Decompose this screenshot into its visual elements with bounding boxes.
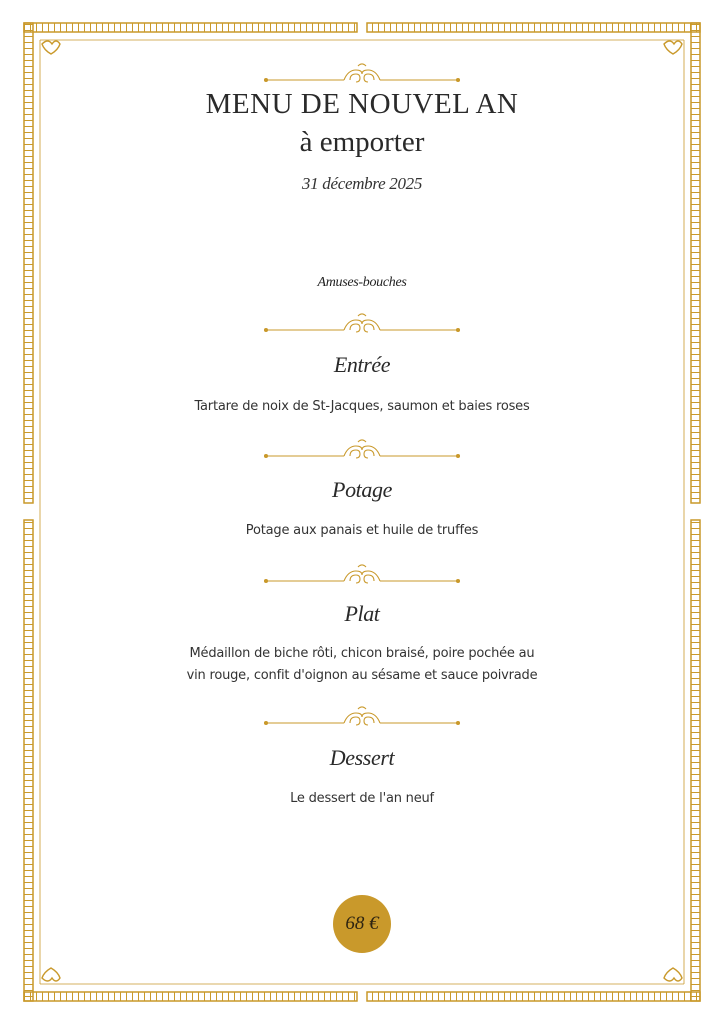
ornamental-flourish-icon xyxy=(262,438,462,464)
ornamental-flourish-icon xyxy=(262,312,462,338)
plat-heading: Plat xyxy=(344,601,380,626)
dessert-description: Le dessert de l'an neuf xyxy=(290,791,434,806)
ornamental-flourish-icon xyxy=(262,563,462,589)
amuse-bouches-label: Amuses-bouches xyxy=(317,275,407,290)
entree-heading: Entrée xyxy=(333,352,391,377)
menu-subtitle: à emporter xyxy=(299,126,425,158)
ornamental-flourish-icon xyxy=(262,705,462,731)
plat-description-line1: Médaillon de biche rôti, chicon braisé, poire pochée au xyxy=(189,646,535,661)
menu-title: MENU DE NOUVEL AN xyxy=(205,88,519,120)
ornamental-flourish-icon xyxy=(262,62,462,88)
potage-description: Potage aux panais et huile de truffes xyxy=(245,523,479,538)
dessert-heading: Dessert xyxy=(329,745,395,770)
price-badge: 68 € xyxy=(333,895,391,953)
menu-date: 31 décembre 2025 xyxy=(301,174,423,193)
potage-heading: Potage xyxy=(332,477,392,502)
entree-description: Tartare de noix de St-Jacques, saumon et baies roses xyxy=(194,399,530,414)
plat-description-line2: vin rouge, confit d'oignon au sésame et sauce poivrade xyxy=(186,668,538,683)
